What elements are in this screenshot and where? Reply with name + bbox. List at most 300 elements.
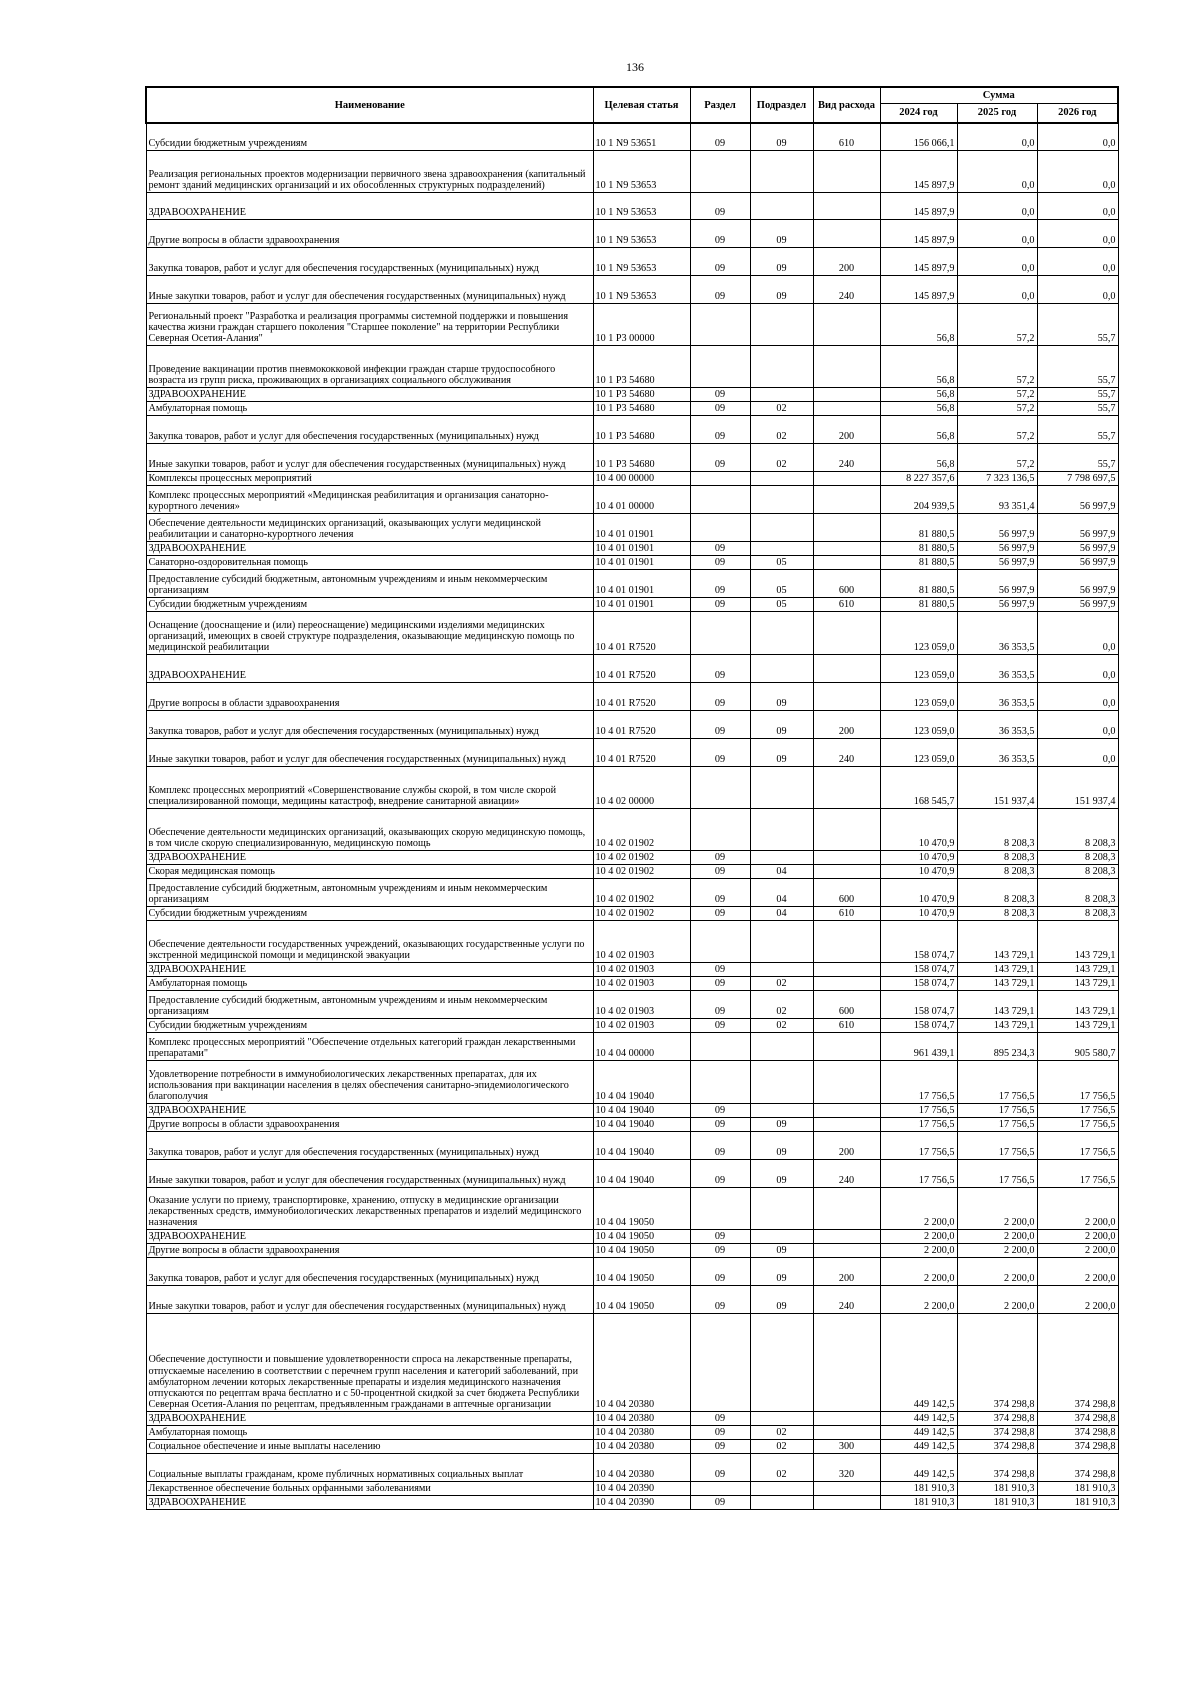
cell-code: 10 4 02 01903 [593, 990, 690, 1018]
cell-code: 10 4 02 01902 [593, 850, 690, 864]
cell-code: 10 4 04 19040 [593, 1159, 690, 1187]
cell-2025: 0,0 [957, 123, 1037, 150]
cell-subsection [750, 345, 813, 387]
cell-2024: 181 910,3 [880, 1481, 957, 1495]
cell-2026: 0,0 [1037, 123, 1118, 150]
cell-section: 09 [690, 682, 750, 710]
cell-subsection: 09 [750, 1257, 813, 1285]
cell-subsection [750, 611, 813, 654]
cell-name: ЗДРАВООХРАНЕНИЕ [146, 541, 593, 555]
cell-subsection: 09 [750, 738, 813, 766]
cell-2025: 895 234,3 [957, 1032, 1037, 1060]
cell-expense-type: 600 [813, 990, 880, 1018]
cell-2026: 17 756,5 [1037, 1117, 1118, 1131]
cell-2026: 56 997,9 [1037, 541, 1118, 555]
cell-2026: 0,0 [1037, 192, 1118, 219]
cell-code: 10 4 01 R7520 [593, 738, 690, 766]
cell-section: 09 [690, 1425, 750, 1439]
table-row [146, 303, 1118, 345]
table-row [146, 1229, 1118, 1243]
cell-2024: 145 897,9 [880, 247, 957, 275]
cell-2024: 145 897,9 [880, 192, 957, 219]
cell-subsection: 09 [750, 219, 813, 247]
cell-2025: 36 353,5 [957, 654, 1037, 682]
cell-code: 10 4 04 19040 [593, 1131, 690, 1159]
cell-expense-type [813, 850, 880, 864]
cell-2024: 961 439,1 [880, 1032, 957, 1060]
cell-expense-type [813, 808, 880, 850]
cell-2024: 123 059,0 [880, 611, 957, 654]
cell-code: 10 1 P3 54680 [593, 415, 690, 443]
cell-expense-type [813, 150, 880, 192]
cell-subsection [750, 850, 813, 864]
table-row [146, 1257, 1118, 1285]
cell-code: 10 1 N9 53653 [593, 219, 690, 247]
cell-subsection: 02 [750, 990, 813, 1018]
cell-2026: 143 729,1 [1037, 920, 1118, 962]
cell-section: 09 [690, 990, 750, 1018]
table-row [146, 1187, 1118, 1229]
cell-name: Скорая медицинская помощь [146, 864, 593, 878]
cell-code: 10 4 01 01901 [593, 555, 690, 569]
cell-subsection: 09 [750, 1285, 813, 1313]
cell-name: ЗДРАВООХРАНЕНИЕ [146, 1103, 593, 1117]
table-row [146, 471, 1118, 485]
cell-section: 09 [690, 850, 750, 864]
cell-expense-type [813, 387, 880, 401]
cell-2024: 449 142,5 [880, 1411, 957, 1425]
cell-2026: 374 298,8 [1037, 1313, 1118, 1411]
cell-subsection: 02 [750, 1018, 813, 1032]
cell-2025: 57,2 [957, 443, 1037, 471]
cell-code: 10 1 N9 53651 [593, 123, 690, 150]
cell-name: Предоставление субсидий бюджетным, автономным учреждениям и иным некоммерческим организациям [146, 990, 593, 1018]
cell-section: 09 [690, 1285, 750, 1313]
cell-section: 09 [690, 1495, 750, 1509]
table-row [146, 850, 1118, 864]
cell-code: 10 4 02 01903 [593, 962, 690, 976]
cell-2026: 374 298,8 [1037, 1411, 1118, 1425]
cell-subsection [750, 541, 813, 555]
cell-2025: 36 353,5 [957, 611, 1037, 654]
table-row [146, 387, 1118, 401]
cell-2024: 158 074,7 [880, 976, 957, 990]
cell-2025: 374 298,8 [957, 1411, 1037, 1425]
table-row [146, 1131, 1118, 1159]
cell-code: 10 4 02 01902 [593, 906, 690, 920]
table-row [146, 485, 1118, 513]
cell-2024: 449 142,5 [880, 1313, 957, 1411]
cell-code: 10 4 04 19050 [593, 1243, 690, 1257]
cell-subsection: 09 [750, 1159, 813, 1187]
table-row [146, 1313, 1118, 1411]
cell-subsection [750, 654, 813, 682]
cell-code: 10 4 04 19050 [593, 1229, 690, 1243]
cell-section [690, 513, 750, 541]
cell-2025: 143 729,1 [957, 920, 1037, 962]
cell-2025: 56 997,9 [957, 597, 1037, 611]
cell-2026: 181 910,3 [1037, 1495, 1118, 1509]
header-subsection: Подраздел [750, 87, 813, 123]
cell-section: 09 [690, 597, 750, 611]
cell-2024: 81 880,5 [880, 597, 957, 611]
cell-2024: 10 470,9 [880, 878, 957, 906]
table-row [146, 864, 1118, 878]
cell-expense-type [813, 219, 880, 247]
cell-2026: 0,0 [1037, 611, 1118, 654]
table-row [146, 401, 1118, 415]
cell-subsection: 02 [750, 415, 813, 443]
cell-name: ЗДРАВООХРАНЕНИЕ [146, 962, 593, 976]
cell-2026: 8 208,3 [1037, 878, 1118, 906]
table-row [146, 443, 1118, 471]
cell-name: ЗДРАВООХРАНЕНИЕ [146, 1411, 593, 1425]
cell-2025: 36 353,5 [957, 682, 1037, 710]
cell-expense-type: 240 [813, 443, 880, 471]
cell-section: 09 [690, 541, 750, 555]
cell-expense-type [813, 555, 880, 569]
cell-name: Другие вопросы в области здравоохранения [146, 1117, 593, 1131]
cell-subsection [750, 513, 813, 541]
cell-2026: 143 729,1 [1037, 1018, 1118, 1032]
cell-name: Субсидии бюджетным учреждениям [146, 123, 593, 150]
cell-code: 10 4 02 01903 [593, 1018, 690, 1032]
cell-2024: 123 059,0 [880, 738, 957, 766]
cell-2026: 0,0 [1037, 654, 1118, 682]
cell-code: 10 4 01 01901 [593, 569, 690, 597]
cell-name: ЗДРАВООХРАНЕНИЕ [146, 387, 593, 401]
cell-2026: 7 798 697,5 [1037, 471, 1118, 485]
cell-2024: 2 200,0 [880, 1285, 957, 1313]
cell-2024: 17 756,5 [880, 1060, 957, 1103]
cell-2024: 56,8 [880, 443, 957, 471]
cell-code: 10 1 P3 54680 [593, 401, 690, 415]
cell-2025: 17 756,5 [957, 1117, 1037, 1131]
cell-name: ЗДРАВООХРАНЕНИЕ [146, 192, 593, 219]
cell-2026: 374 298,8 [1037, 1425, 1118, 1439]
cell-code: 10 4 02 01902 [593, 864, 690, 878]
cell-section [690, 611, 750, 654]
cell-2025: 181 910,3 [957, 1495, 1037, 1509]
cell-2026: 374 298,8 [1037, 1453, 1118, 1481]
cell-expense-type [813, 471, 880, 485]
cell-2026: 8 208,3 [1037, 906, 1118, 920]
cell-subsection: 09 [750, 247, 813, 275]
cell-name: Закупка товаров, работ и услуг для обеспечения государственных (муниципальных) нужд [146, 1131, 593, 1159]
cell-2024: 17 756,5 [880, 1117, 957, 1131]
cell-subsection [750, 1060, 813, 1103]
cell-name: ЗДРАВООХРАНЕНИЕ [146, 850, 593, 864]
header-year-2026: 2026 год [1037, 103, 1118, 123]
header-year-2024: 2024 год [880, 103, 957, 123]
cell-2026: 143 729,1 [1037, 990, 1118, 1018]
cell-name: ЗДРАВООХРАНЕНИЕ [146, 1495, 593, 1509]
cell-section: 09 [690, 192, 750, 219]
cell-2024: 10 470,9 [880, 906, 957, 920]
cell-name: Субсидии бюджетным учреждениям [146, 906, 593, 920]
cell-2025: 56 997,9 [957, 513, 1037, 541]
cell-expense-type [813, 1032, 880, 1060]
cell-code: 10 4 04 20380 [593, 1453, 690, 1481]
cell-expense-type: 200 [813, 247, 880, 275]
cell-2025: 93 351,4 [957, 485, 1037, 513]
cell-subsection [750, 303, 813, 345]
cell-section: 09 [690, 569, 750, 597]
cell-2026: 143 729,1 [1037, 962, 1118, 976]
table-row [146, 1453, 1118, 1481]
cell-2024: 56,8 [880, 303, 957, 345]
cell-expense-type: 240 [813, 275, 880, 303]
cell-2024: 17 756,5 [880, 1159, 957, 1187]
cell-name: Иные закупки товаров, работ и услуг для обеспечения государственных (муниципальных) нужд [146, 738, 593, 766]
cell-2026: 2 200,0 [1037, 1243, 1118, 1257]
cell-2024: 81 880,5 [880, 513, 957, 541]
cell-name: Социальные выплаты гражданам, кроме публичных нормативных социальных выплат [146, 1453, 593, 1481]
cell-subsection: 02 [750, 1425, 813, 1439]
cell-expense-type: 200 [813, 1257, 880, 1285]
cell-expense-type [813, 611, 880, 654]
cell-2026: 55,7 [1037, 303, 1118, 345]
cell-section: 09 [690, 219, 750, 247]
cell-subsection [750, 1313, 813, 1411]
cell-code: 10 1 N9 53653 [593, 192, 690, 219]
cell-code: 10 4 00 00000 [593, 471, 690, 485]
cell-section: 09 [690, 401, 750, 415]
cell-section: 09 [690, 555, 750, 569]
cell-expense-type [813, 920, 880, 962]
cell-section: 09 [690, 654, 750, 682]
cell-subsection: 09 [750, 1117, 813, 1131]
cell-section [690, 345, 750, 387]
cell-2024: 17 756,5 [880, 1131, 957, 1159]
cell-name: Иные закупки товаров, работ и услуг для обеспечения государственных (муниципальных) нужд [146, 275, 593, 303]
cell-2025: 57,2 [957, 387, 1037, 401]
cell-2025: 143 729,1 [957, 1018, 1037, 1032]
cell-expense-type: 610 [813, 906, 880, 920]
cell-section [690, 150, 750, 192]
cell-code: 10 4 02 01902 [593, 808, 690, 850]
cell-2026: 0,0 [1037, 710, 1118, 738]
cell-2025: 2 200,0 [957, 1243, 1037, 1257]
cell-2024: 56,8 [880, 415, 957, 443]
cell-subsection: 05 [750, 569, 813, 597]
cell-expense-type: 240 [813, 738, 880, 766]
cell-section: 09 [690, 1159, 750, 1187]
table-body [146, 123, 1118, 1509]
table-row [146, 219, 1118, 247]
cell-2026: 181 910,3 [1037, 1481, 1118, 1495]
cell-section [690, 1187, 750, 1229]
cell-2024: 158 074,7 [880, 920, 957, 962]
cell-section [690, 471, 750, 485]
cell-2026: 2 200,0 [1037, 1229, 1118, 1243]
cell-section: 09 [690, 387, 750, 401]
table-row [146, 597, 1118, 611]
cell-subsection [750, 766, 813, 808]
cell-code: 10 4 02 01902 [593, 878, 690, 906]
cell-code: 10 4 04 19040 [593, 1060, 690, 1103]
cell-2025: 374 298,8 [957, 1313, 1037, 1411]
cell-2024: 2 200,0 [880, 1243, 957, 1257]
cell-name: Закупка товаров, работ и услуг для обеспечения государственных (муниципальных) нужд [146, 247, 593, 275]
cell-section: 09 [690, 1243, 750, 1257]
cell-name: Удовлетворение потребности в иммунобиологических лекарственных препаратах, для их использования при вакцинации населения в целях обеспечения санитарно-эпидемиологического благополучия [146, 1060, 593, 1103]
cell-2025: 0,0 [957, 150, 1037, 192]
cell-2026: 17 756,5 [1037, 1159, 1118, 1187]
cell-subsection: 04 [750, 906, 813, 920]
cell-code: 10 4 01 R7520 [593, 611, 690, 654]
cell-code: 10 4 01 R7520 [593, 682, 690, 710]
table-row [146, 990, 1118, 1018]
cell-name: Предоставление субсидий бюджетным, автономным учреждениям и иным некоммерческим организациям [146, 878, 593, 906]
header-sum: Сумма [880, 87, 1118, 103]
cell-code: 10 4 04 20380 [593, 1439, 690, 1453]
cell-expense-type: 610 [813, 1018, 880, 1032]
cell-2026: 2 200,0 [1037, 1285, 1118, 1313]
table-row [146, 1481, 1118, 1495]
cell-section [690, 485, 750, 513]
table-row [146, 1439, 1118, 1453]
cell-2024: 204 939,5 [880, 485, 957, 513]
cell-code: 10 4 04 20390 [593, 1495, 690, 1509]
cell-2026: 55,7 [1037, 387, 1118, 401]
cell-section: 09 [690, 275, 750, 303]
table-row [146, 1159, 1118, 1187]
cell-expense-type: 610 [813, 123, 880, 150]
cell-name: Комплекс процессных мероприятий «Совершенствование службы скорой, в том числе скорой специализированной помощи, медицины катастроф, внедрение санитарной авиации» [146, 766, 593, 808]
cell-code: 10 4 02 01903 [593, 920, 690, 962]
cell-2025: 8 208,3 [957, 850, 1037, 864]
cell-code: 10 4 04 20380 [593, 1425, 690, 1439]
cell-section [690, 808, 750, 850]
cell-expense-type [813, 654, 880, 682]
cell-section: 09 [690, 1018, 750, 1032]
page-number: 136 [626, 60, 644, 74]
cell-subsection: 09 [750, 710, 813, 738]
table-row [146, 150, 1118, 192]
cell-code: 10 4 01 00000 [593, 485, 690, 513]
header-year-2025: 2025 год [957, 103, 1037, 123]
cell-2026: 56 997,9 [1037, 513, 1118, 541]
cell-name: Лекарственное обеспечение больных орфанными заболеваниями [146, 1481, 593, 1495]
cell-subsection [750, 1495, 813, 1509]
cell-code: 10 1 P3 54680 [593, 345, 690, 387]
cell-section: 09 [690, 123, 750, 150]
cell-code: 10 4 01 01901 [593, 541, 690, 555]
cell-section: 09 [690, 976, 750, 990]
cell-name: ЗДРАВООХРАНЕНИЕ [146, 1229, 593, 1243]
cell-subsection: 02 [750, 401, 813, 415]
cell-2024: 181 910,3 [880, 1495, 957, 1509]
cell-2025: 17 756,5 [957, 1103, 1037, 1117]
cell-name: Обеспечение деятельности медицинских организаций, оказывающих скорую медицинскую помощь, в том числе скорую специализированную, медицинскую помощь [146, 808, 593, 850]
cell-expense-type [813, 1411, 880, 1425]
cell-subsection: 05 [750, 555, 813, 569]
cell-2026: 17 756,5 [1037, 1060, 1118, 1103]
cell-2025: 57,2 [957, 303, 1037, 345]
table-row [146, 906, 1118, 920]
cell-2026: 0,0 [1037, 247, 1118, 275]
cell-section: 09 [690, 962, 750, 976]
cell-2026: 374 298,8 [1037, 1439, 1118, 1453]
cell-section [690, 920, 750, 962]
table-row [146, 1032, 1118, 1060]
cell-section: 09 [690, 415, 750, 443]
cell-code: 10 4 04 19050 [593, 1187, 690, 1229]
cell-2024: 81 880,5 [880, 541, 957, 555]
cell-2024: 2 200,0 [880, 1229, 957, 1243]
cell-expense-type [813, 682, 880, 710]
cell-2025: 143 729,1 [957, 990, 1037, 1018]
cell-2024: 158 074,7 [880, 1018, 957, 1032]
cell-expense-type: 600 [813, 878, 880, 906]
cell-expense-type [813, 303, 880, 345]
cell-2026: 17 756,5 [1037, 1103, 1118, 1117]
cell-2024: 2 200,0 [880, 1257, 957, 1285]
cell-name: Амбулаторная помощь [146, 976, 593, 990]
cell-2025: 2 200,0 [957, 1187, 1037, 1229]
table-row [146, 962, 1118, 976]
cell-code: 10 4 04 19040 [593, 1103, 690, 1117]
cell-subsection: 09 [750, 123, 813, 150]
cell-expense-type: 200 [813, 415, 880, 443]
cell-2026: 0,0 [1037, 275, 1118, 303]
cell-subsection: 02 [750, 1439, 813, 1453]
cell-2026: 55,7 [1037, 443, 1118, 471]
table-row [146, 247, 1118, 275]
cell-section: 09 [690, 878, 750, 906]
cell-subsection: 04 [750, 878, 813, 906]
cell-code: 10 4 02 00000 [593, 766, 690, 808]
cell-expense-type [813, 1481, 880, 1495]
cell-2024: 123 059,0 [880, 710, 957, 738]
table-row [146, 275, 1118, 303]
cell-code: 10 4 04 20380 [593, 1313, 690, 1411]
cell-2024: 81 880,5 [880, 555, 957, 569]
cell-2024: 145 897,9 [880, 219, 957, 247]
cell-2025: 374 298,8 [957, 1425, 1037, 1439]
cell-2025: 2 200,0 [957, 1257, 1037, 1285]
cell-2025: 8 208,3 [957, 808, 1037, 850]
cell-expense-type [813, 513, 880, 541]
cell-2026: 56 997,9 [1037, 555, 1118, 569]
cell-name: Оснащение (дооснащение и (или) переоснащение) медицинскими изделиями медицинских организаций, имеющих в своей структуре подразделения, оказывающие медицинскую помощь по медицинской реабилитации [146, 611, 593, 654]
cell-subsection [750, 1229, 813, 1243]
cell-subsection: 09 [750, 682, 813, 710]
cell-expense-type: 240 [813, 1159, 880, 1187]
table-row [146, 766, 1118, 808]
cell-subsection [750, 962, 813, 976]
cell-name: Обеспечение деятельности государственных учреждений, оказывающих государственные услуги по экстренной медицинской помощи и медицинской эвакуации [146, 920, 593, 962]
cell-name: Иные закупки товаров, работ и услуг для обеспечения государственных (муниципальных) нужд [146, 443, 593, 471]
table-row [146, 1495, 1118, 1509]
cell-subsection: 09 [750, 1131, 813, 1159]
cell-name: Иные закупки товаров, работ и услуг для обеспечения государственных (муниципальных) нужд [146, 1159, 593, 1187]
cell-2025: 374 298,8 [957, 1453, 1037, 1481]
cell-2026: 17 756,5 [1037, 1131, 1118, 1159]
cell-expense-type [813, 1495, 880, 1509]
cell-code: 10 1 P3 54680 [593, 387, 690, 401]
cell-name: ЗДРАВООХРАНЕНИЕ [146, 654, 593, 682]
cell-2025: 0,0 [957, 247, 1037, 275]
cell-section: 09 [690, 247, 750, 275]
cell-2025: 181 910,3 [957, 1481, 1037, 1495]
cell-subsection [750, 1103, 813, 1117]
cell-2026: 8 208,3 [1037, 850, 1118, 864]
table-row [146, 1018, 1118, 1032]
cell-name: Амбулаторная помощь [146, 401, 593, 415]
table-row [146, 1103, 1118, 1117]
